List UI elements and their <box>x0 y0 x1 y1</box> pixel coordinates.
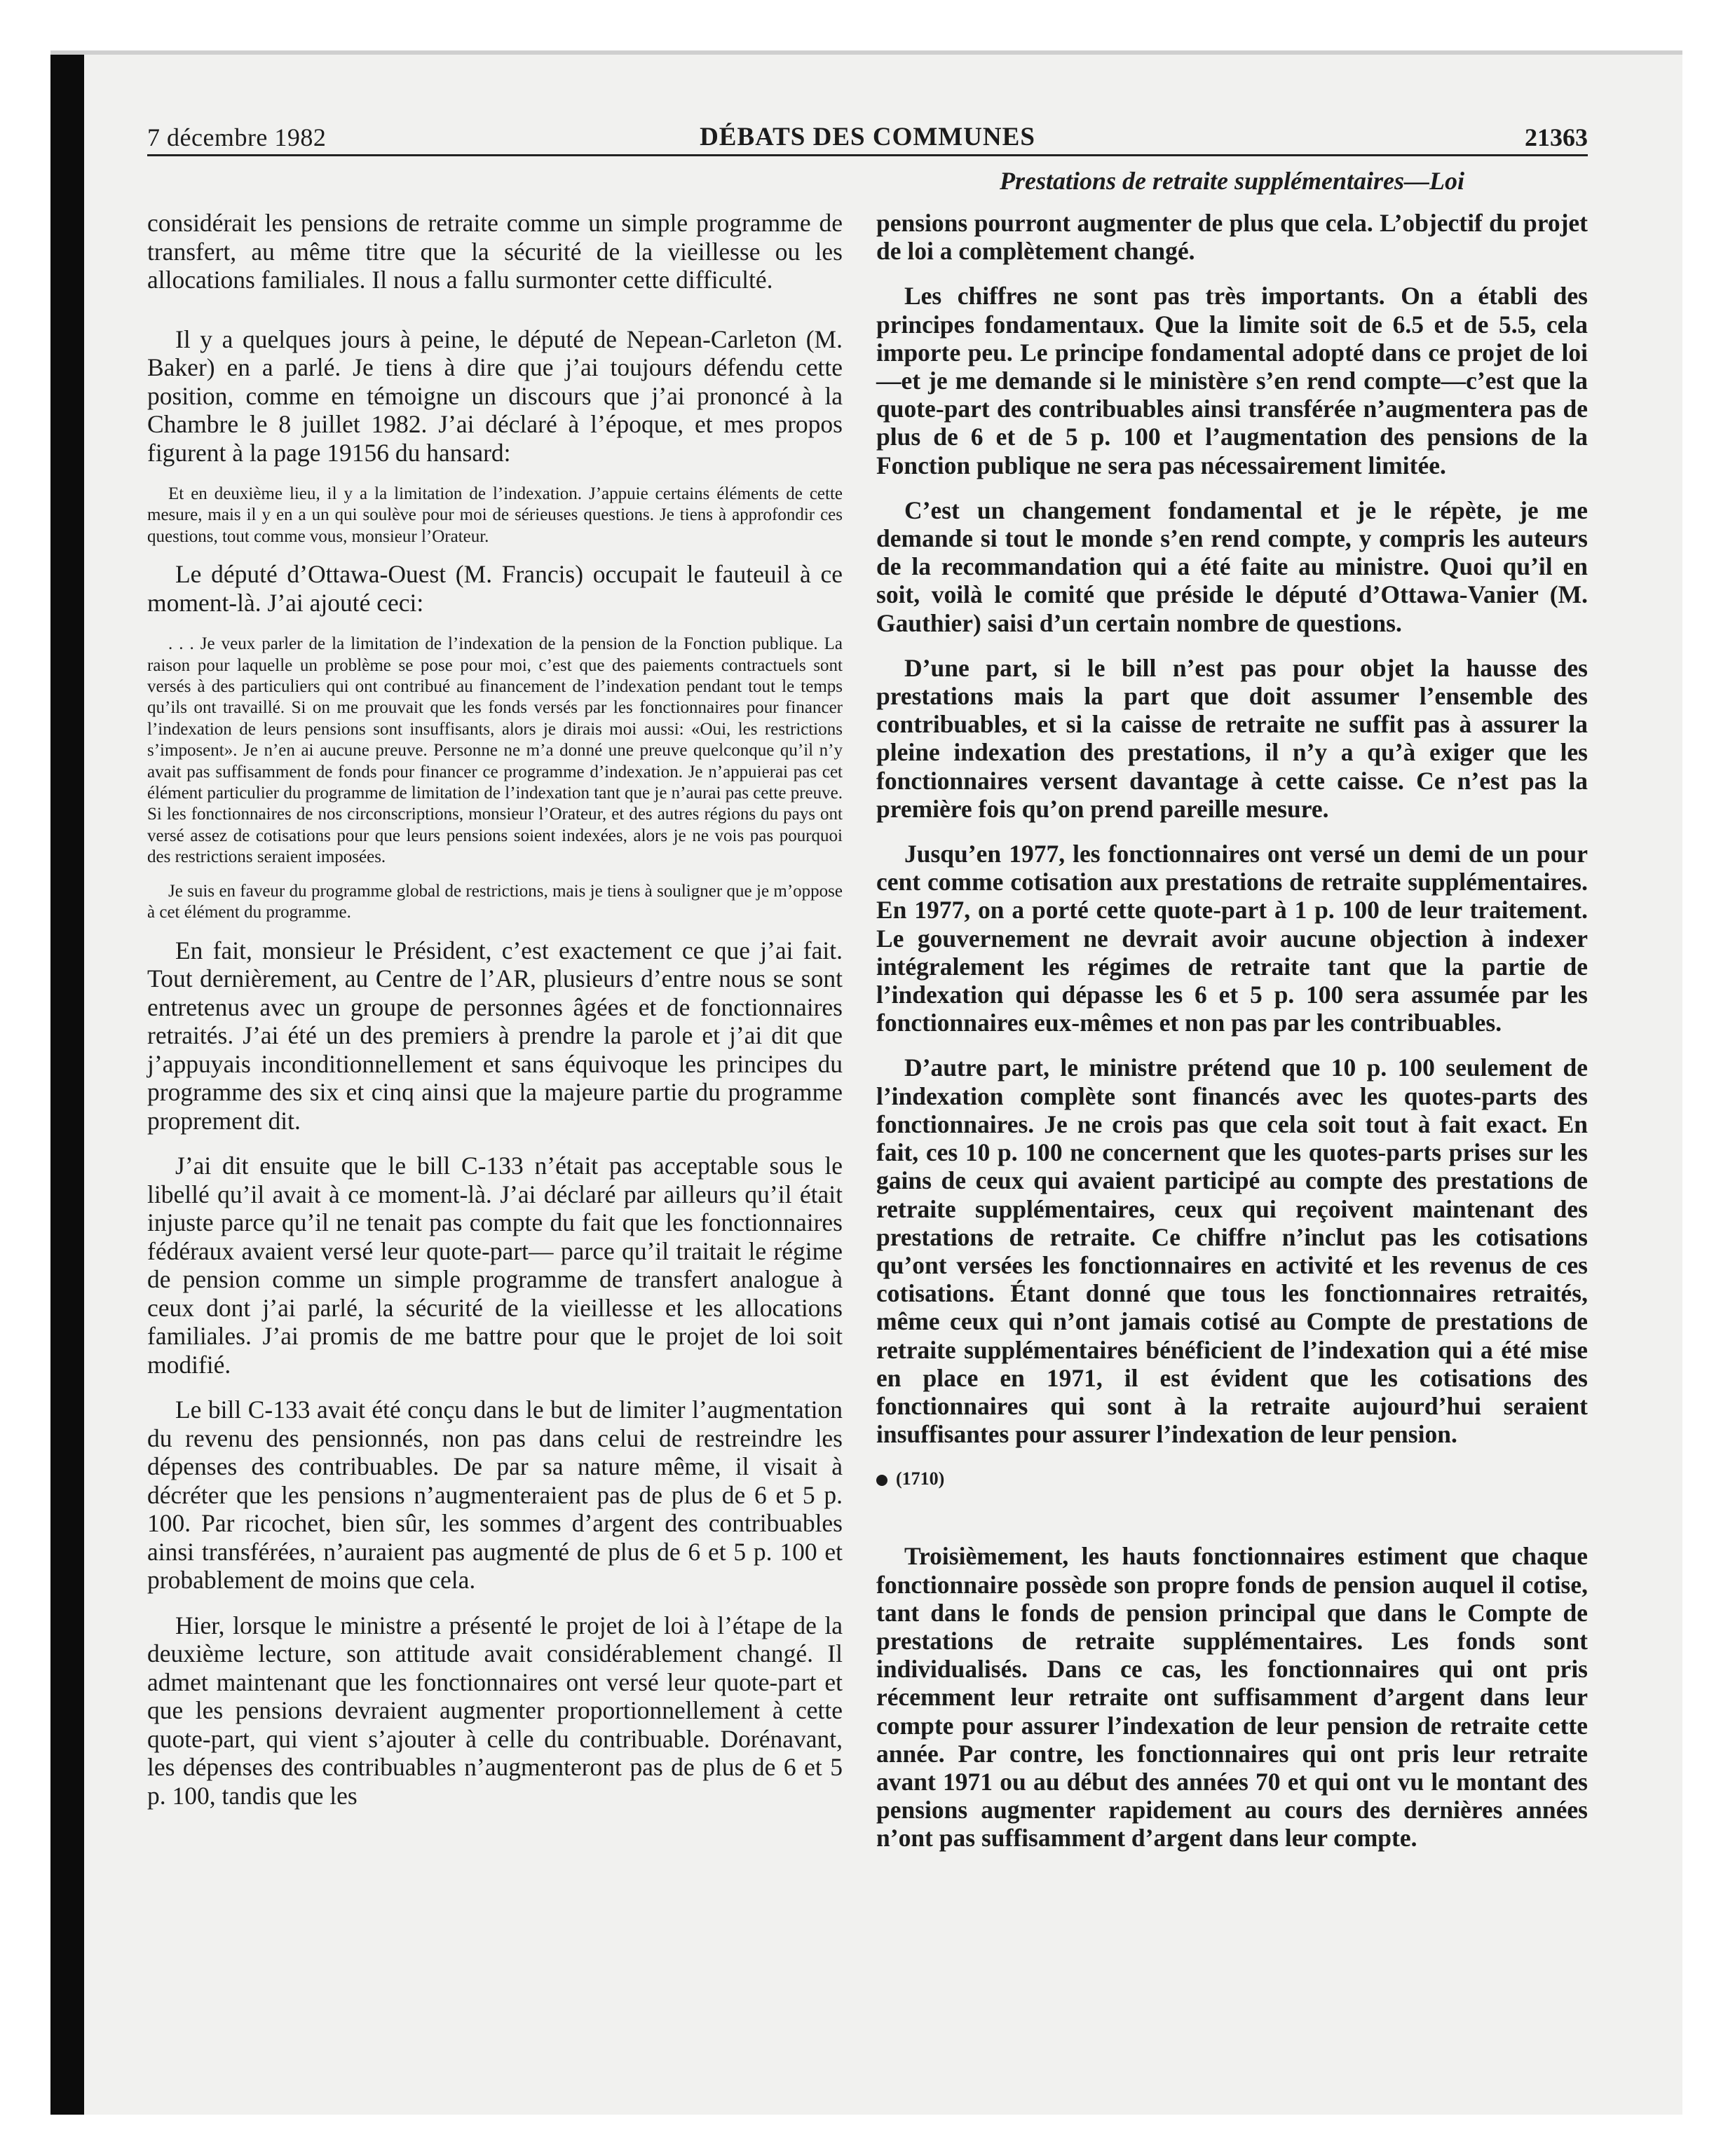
paragraph: Les chiffres ne sont pas très importants. On a établi des principes fondamentaux. Que la limite soit de 6.5 et de 5.5, cela importe peu. Le principe fondamental adopté dans ce projet de loi—et je me demande si le ministère s’en rend compte—c’est que la quote-part des contribuables ainsi transférée n’augmentera pas de plus de 6 et de 5 p. 100 et l’augmentation des pensions de la Fonction publique ne sera pas nécessairement limitée. <box>876 282 1588 479</box>
page-number: 21363 <box>1525 123 1588 151</box>
scan-border <box>50 50 84 2115</box>
paragraph: considérait les pensions de retraite comme un simple programme de transfert, au même titre que la sécurité de la vieillesse ou les allocations familiales. Il nous a fallu surmonter cette difficulté. <box>147 209 843 294</box>
left-column <box>147 209 843 1827</box>
paragraph: J’ai dit ensuite que le bill C-133 n’était pas acceptable sous le libellé qu’il avait à ce moment-là. J’ai déclaré par ailleurs qu’il était injuste parce qu’il ne tenait pas compte du fait que les fonctionnaires fédéraux avaient versé leur quote-part— parce qu’il traitait le régime de pension comme un simple programme de transfert analogue à ceux dont j’ai parlé, la sécurité de la vieillesse et les allocations familiales. J’ai promis de me battre pour que le projet de loi soit modifié. <box>147 1152 843 1379</box>
paragraph: pensions pourront augmenter de plus que cela. L’objectif du projet de loi a complètement changé. <box>876 209 1588 266</box>
paragraph: Hier, lorsque le ministre a présenté le projet de loi à l’étape de la deuxième lecture, son attitude avait considérablement changé. Il admet maintenant que les fonctionnaires ont versé leur quote-part et que les pensions devraient augmenter proportionnellement à cette quote-part, qui vient s’ajouter à celle du contribuable. Dorénavant, les dépenses des contribuables n’augmenteront pas de plus de 6 et 5 p. 100, tandis que les <box>147 1611 843 1810</box>
paragraph: D’une part, si le bill n’est pas pour objet la hausse des prestations mais la part que doit assumer l’ensemble des contribuables, et si la caisse de retraite ne suffit pas à assurer la pleine indexation des prestations, il n’y a qu’à exiger que les fonctionnaires versent davantage à cette caisse. Ce n’est pas la première fois qu’on prend pareille mesure. <box>876 653 1588 823</box>
block-quote: Je suis en faveur du programme global de restrictions, mais je tiens à souligner que je m’oppose à cet élément du programme. <box>147 881 843 922</box>
paragraph: D’autre part, le ministre prétend que 10 p. 100 seulement de l’indexation complète sont financés avec les quotes-parts des fonctionnaires. Je ne crois pas que cela soit tout à fait exact. En fait, ces 10 p. 100 ne concernent que les quotes-parts prises sur les gains de ceux qui avaient participé au compte des prestations de retraite supplémentaires, ceux qui reçoivent maintenant des prestations de retraite. Ce chiffre n’inclut pas les cotisations qu’ont versées les fonctionnaires en activité et les revenus de ces cotisations. Étant donné que tous les fonctionnaires retraités, même ceux qui n’ont jamais cotisé au Compte de prestations de retraite supplémentaires bénéficient de l’indexation qui a été mise en place en 1971, il est évident que les cotisations des fonctionnaires qui sont à la retraite aujourd’hui seraient insuffisantes pour assurer l’indexation de leur pension. <box>876 1053 1588 1449</box>
time-marker <box>876 1465 1588 1493</box>
time-marker-label: (1710) <box>896 1468 945 1489</box>
block-quote: Et en deuxième lieu, il y a la limitation de l’indexation. J’appuie certains éléments de cette mesure, mais il y en a un qui soulève pour moi de sérieuses questions. Je tiens à approfondir ces questions, tout comme vous, monsieur l’Orateur. <box>147 484 843 546</box>
bullet-icon <box>876 1475 887 1486</box>
paragraph: Le député d’Ottawa-Ouest (M. Francis) occupait le fauteuil à ce moment-là. J’ai ajouté ceci: <box>147 560 843 617</box>
block-quote: . . . Je veux parler de la limitation de l’indexation de la pension de la Fonction publique. La raison pour laquelle un problème se pose pour moi, c’est que des paiements contractuels sont versés à des particuliers qui ont contribué au financement de l’indexation pendant tout le temps qu’ils ont travaillé. Si on me prouvait que les fonds versés par les fonctionnaires pour financer l’indexation de leurs pensions sont insuffisants, alors je dirais moi aussi: «Oui, les restrictions s’imposent». Je n’en ai aucune preuve. Personne ne m’a donné une preuve quelconque qu’il n’y avait pas suffisamment de fonds pour financer ce programme d’indexation. Je n’appuierai pas cet élément particulier du programme de limitation de l’indexation tant que je n’aurai pas cette preuve. Si les fonctionnaires de nos circonscriptions, monsieur l’Orateur, et des autres régions du pays ont versé assez de cotisations pour que leurs pensions soient indexées, alors je ne vois pas pourquoi des restrictions seraient imposées. <box>147 634 843 867</box>
paragraph: Jusqu’en 1977, les fonctionnaires ont versé un demi de un pour cent comme cotisation aux prestations de retraite supplémentaires. En 1977, on a porté cette quote-part à 1 p. 100 de leur traitement. Le gouvernement ne devrait avoir aucune objection à indexer intégralement les régimes de retraite tant que la partie de l’indexation qui dépasse les 6 et 5 p. 100 sera assumée par les fonctionnaires eux-mêmes et non pas par les contribuables. <box>876 840 1588 1037</box>
paragraph: Le bill C-133 avait été conçu dans le but de limiter l’augmentation du revenu des pensionnés, non pas dans celui de restreindre les dépenses des contribuables. De par sa nature même, il visait à décréter que les pensions n’augmenteraient pas de plus de 6 et 5 p. 100. Par ricochet, bien sûr, les sommes d’argent des contribuables ainsi transférées, n’auraient pas augmenté de plus de 6 et 5 p. 100 et probablement de moins que cela. <box>147 1396 843 1594</box>
paragraph: Il y a quelques jours à peine, le député de Nepean-Carleton (M. Baker) en a parlé. Je tiens à dire que j’ai toujours défendu cette position, comme en témoigne un discours que j’ai prononcé à la Chambre le 8 juillet 1982. J’ai déclaré à l’époque, et mes propos figurent à la page 19156 du hansard: <box>147 325 843 467</box>
page-header <box>147 118 1588 157</box>
header-rule <box>147 154 1588 156</box>
paragraph: C’est un changement fondamental et je le répète, je me demande si tout le monde s’en rend compte, y compris les auteurs de la recommandation qui a été faite au ministre. Quoi qu’il en soit, voilà le comité que préside le député d’Ottawa-Vanier (M. Gauthier) saisi d’un certain nombre de questions. <box>876 496 1588 637</box>
paragraph: Troisièmement, les hauts fonctionnaires estiment que chaque fonctionnaire possède son propre fonds de pension auquel il cotise, tant dans le fonds de pension principal que dans le Compte de prestations de retraite supplémentaires. Les fonds sont individualisés. Dans ce cas, les fonctionnaires qui ont pris récemment leur retraite ont suffisamment d’argent dans leur compte pour assurer l’indexation de leur pension de retraite cette année. Par contre, les fonctionnaires qui ont pris leur retraite avant 1971 ou au début des années 70 et qui ont vu le montant des pensions augmenter rapidement au cours des dernières années n’ont pas suffisamment d’argent dans leur compte. <box>876 1542 1588 1853</box>
right-column <box>876 209 1588 1869</box>
section-subtitle: Prestations de retraite supplémentaires—Loi <box>1000 167 1464 195</box>
header-title: DÉBATS DES COMMUNES <box>700 123 1035 151</box>
paragraph: En fait, monsieur le Président, c’est exactement ce que j’ai fait. Tout dernièrement, au Centre de l’AR, plusieurs d’entre nous se sont entretenus avec un groupe de personnes âgées et de fonctionnaires retraités. J’ai été un des premiers à prendre la parole et j’ai dit que j’appuyais inconditionnellement et sans équivoque les principes du programme des six et cinq ainsi que la majeure partie du programme proprement dit. <box>147 936 843 1135</box>
header-date: 7 décembre 1982 <box>147 123 327 151</box>
